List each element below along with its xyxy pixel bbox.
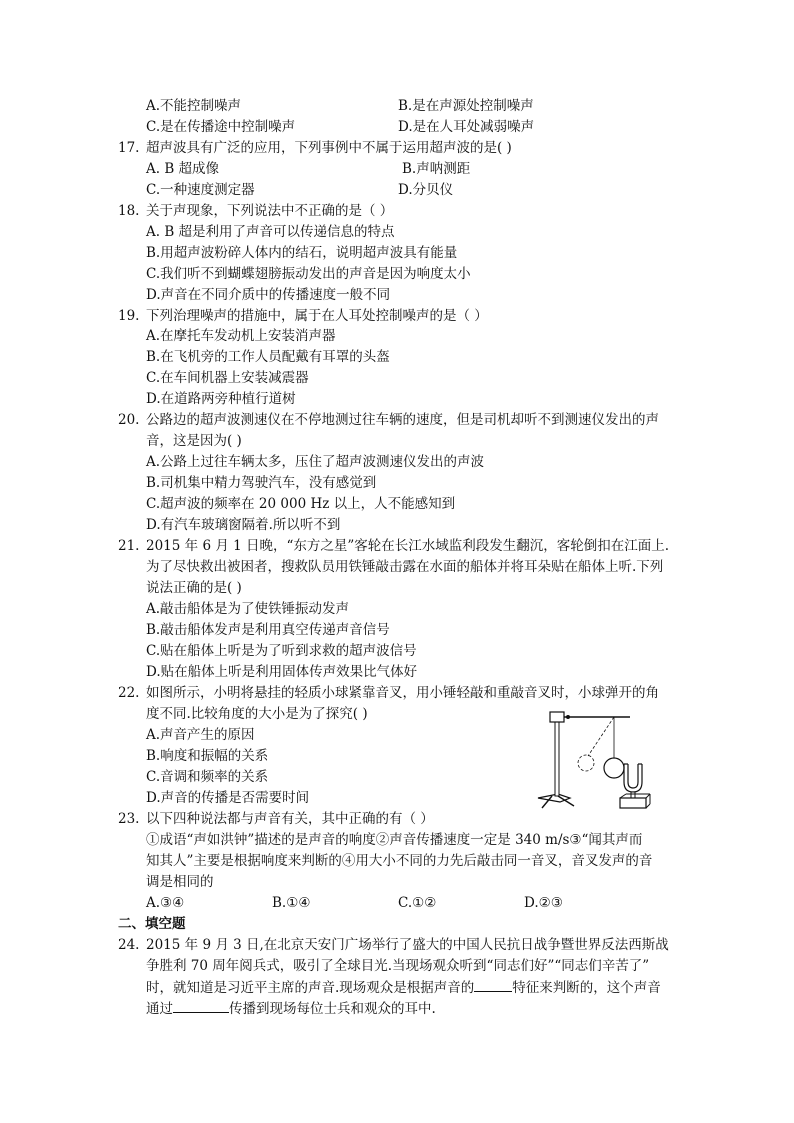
q24-line3 xyxy=(146,977,661,998)
q21-option-a: A.敲击船体是为了使铁锤振动发声 xyxy=(146,601,350,617)
q23-option-a: A.③④ xyxy=(146,895,185,911)
q23-statements-line1: ①成语“声如洪钟”描述的是声音的响度②声音传播速度一定是 340 m/s③“闻其声而 xyxy=(146,832,643,848)
q20-option-c: C.超声波的频率在 20 000 Hz 以上，人不能感知到 xyxy=(146,496,456,512)
q17-stem: 超声波具有广泛的应用，下列事例中不属于运用超声波的是( ) xyxy=(146,140,512,156)
q24-line1: 2015 年 9 月 3 日,在北京天安门广场举行了盛大的中国人民抗日战争暨世界反法西斯战 xyxy=(146,937,669,953)
q24-line3-text-after: 特征来判断的，这个声音 xyxy=(512,980,661,996)
q19-number: 19. xyxy=(118,308,140,324)
q23-option-b: B.①④ xyxy=(272,895,311,911)
q22-option-b: B.响度和振幅的关系 xyxy=(146,748,269,764)
q21-option-b: B.敲击船体发声是利用真空传递声音信号 xyxy=(146,622,390,638)
q20-stem-line2: 音，这是因为( ) xyxy=(146,433,242,449)
q18-option-d: D.声音在不同介质中的传播速度一般不同 xyxy=(146,287,391,303)
q18-option-a: A. B 超是利用了声音可以传递信息的特点 xyxy=(146,224,395,240)
q24-line2: 争胜利 70 周年阅兵式，吸引了全球目光.当现场观众听到“同志们好”“同志们辛苦了” xyxy=(146,958,650,974)
q23-number: 23. xyxy=(118,811,140,827)
q21-option-c: C.贴在船体上听是为了听到求救的超声波信号 xyxy=(146,643,417,659)
q23-option-d: D.②③ xyxy=(524,895,563,911)
q23-option-c: C.①② xyxy=(398,895,437,911)
q16-option-b: B.是在声源处控制噪声 xyxy=(398,98,534,114)
q17-option-d: D.分贝仪 xyxy=(398,182,454,198)
q20-stem-line1: 公路边的超声波测速仪在不停地测过往车辆的速度，但是司机却听不到测速仪发出的声 xyxy=(146,412,659,428)
q19-stem: 下列治理噪声的措施中，属于在人耳处控制噪声的是（ ） xyxy=(146,308,488,324)
q22-option-d: D.声音的传播是否需要时间 xyxy=(146,790,310,806)
q20-option-b: B.司机集中精力驾驶汽车，没有感觉到 xyxy=(146,475,377,491)
q24-blank-1[interactable] xyxy=(474,977,512,992)
q24-line4-text-after: 传播到现场每位士兵和观众的耳中. xyxy=(229,1001,436,1017)
q18-option-c: C.我们听不到蝴蝶翅膀振动发出的声音是因为响度太小 xyxy=(146,266,471,282)
q18-option-b: B.用超声波粉碎人体内的结石，说明超声波具有能量 xyxy=(146,245,458,261)
q24-line4-text-before: 通过 xyxy=(146,1001,173,1017)
q17-number: 17. xyxy=(118,140,140,156)
q18-stem: 关于声现象，下列说法中不正确的是（ ） xyxy=(146,203,394,219)
q18-number: 18. xyxy=(118,203,140,219)
q23-statements-line2: 知其人”主要是根据响度来判断的④用大小不同的力先后敲击同一音叉，音叉发声的音 xyxy=(146,853,653,869)
q22-number: 22. xyxy=(118,685,140,701)
q16-option-d: D.是在人耳处减弱噪声 xyxy=(398,119,535,135)
q24-line3-text-before: 时，就知道是习近平主席的声音.现场观众是根据声音的 xyxy=(146,980,475,996)
q21-number: 21. xyxy=(118,538,140,554)
q21-stem-line3: 说法正确的是( ) xyxy=(146,580,242,596)
q20-option-d: D.有汽车玻璃窗隔着.所以听不到 xyxy=(146,517,341,533)
q24-line4 xyxy=(146,998,436,1019)
section-title-fill-in: 二、填空题 xyxy=(118,916,186,932)
q19-option-b: B.在飞机旁的工作人员配戴有耳罩的头盔 xyxy=(146,349,390,365)
q22-stem-line2: 度不同.比较角度的大小是为了探究( ) xyxy=(146,706,368,722)
q17-option-c: C.一种速度测定器 xyxy=(146,182,255,198)
q21-option-d: D.贴在船体上听是利用固体传声效果比气体好 xyxy=(146,664,418,680)
q16-option-c: C.是在传播途中控制噪声 xyxy=(146,119,296,135)
q23-stem: 以下四种说法都与声音有关，其中正确的有（ ） xyxy=(146,811,434,827)
q19-option-a: A.在摩托车发动机上安装消声器 xyxy=(146,328,336,344)
q24-blank-2[interactable] xyxy=(173,998,229,1013)
tuning-fork-figure xyxy=(530,706,660,812)
q22-option-c: C.音调和频率的关系 xyxy=(146,769,269,785)
q16-option-a: A.不能控制噪声 xyxy=(146,98,242,114)
q21-stem-line2: 为了尽快救出被困者，搜救队员用铁锤敲击露在水面的船体并将耳朵贴在船体上听.下列 xyxy=(146,559,664,575)
q23-statements-line3: 调是相同的 xyxy=(146,874,214,890)
q17-option-b: B.声呐测距 xyxy=(402,161,471,177)
q19-option-c: C.在车间机器上安装减震器 xyxy=(146,370,309,386)
q17-option-a: A. B 超成像 xyxy=(146,161,220,177)
q22-option-a: A.声音产生的原因 xyxy=(146,727,255,743)
q20-option-a: A.公路上过往车辆太多，压住了超声波测速仪发出的声波 xyxy=(146,454,485,470)
q24-number: 24. xyxy=(118,937,140,953)
q19-option-d: D.在道路两旁种植行道树 xyxy=(146,391,296,407)
q22-stem-line1: 如图所示，小明将悬挂的轻质小球紧靠音叉，用小锤轻敲和重敲音叉时，小球弹开的角 xyxy=(146,685,659,701)
q20-number: 20. xyxy=(118,412,140,428)
q21-stem-line1: 2015 年 6 月 1 日晚，“东方之星”客轮在长江水域监利段发生翻沉，客轮倒扣在江面上. xyxy=(146,538,670,554)
